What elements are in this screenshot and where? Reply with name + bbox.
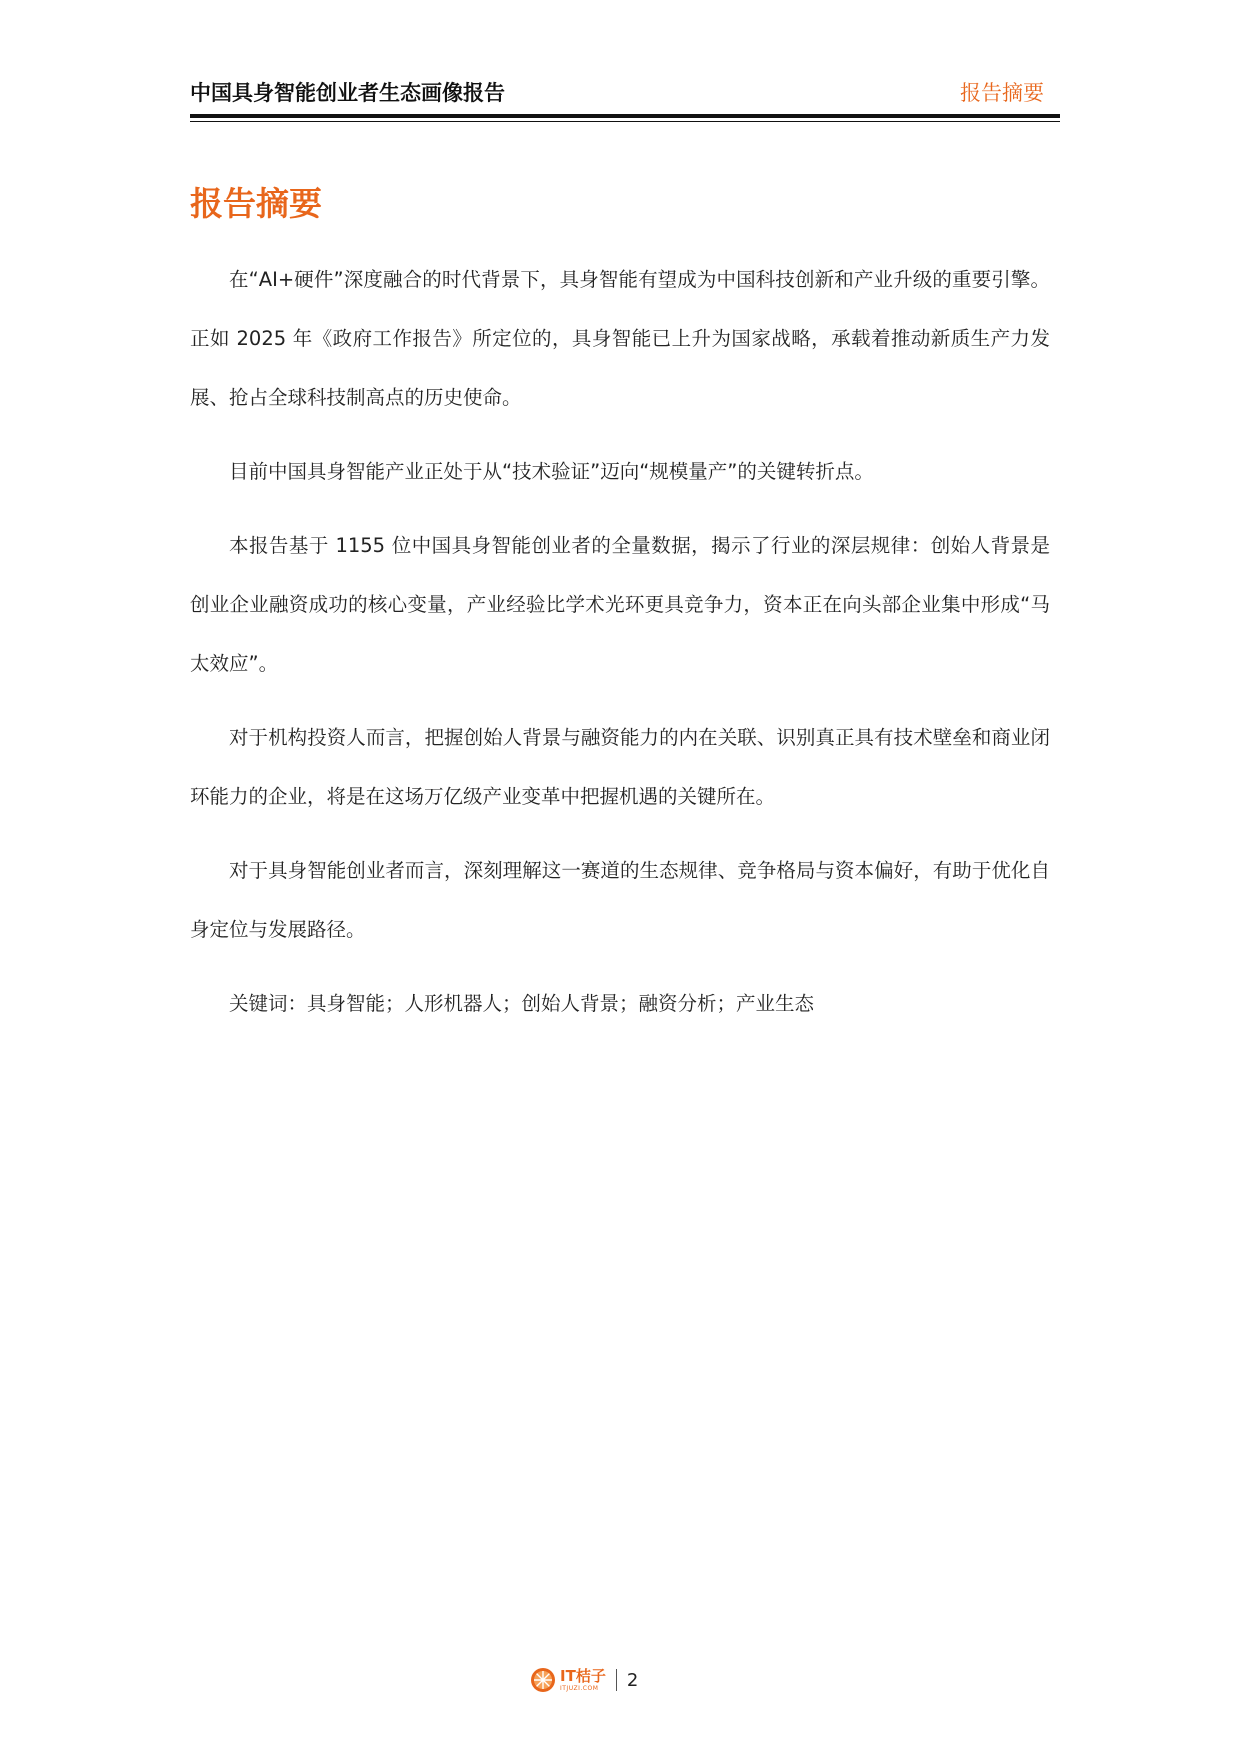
header-divider-thin [190,121,1060,122]
abstract-paragraph-4: 对于机构投资人而言，把握创始人背景与融资能力的内在关联、识别真正具有技术壁垒和商业闭环能力的企业，将是在这场万亿级产业变革中把握机遇的关键所在。 [190,726,1050,808]
orange-slice-icon [530,1667,556,1693]
page-header [190,78,1050,108]
footer-divider [616,1669,617,1691]
abstract-paragraph-1: 在“AI+硬件”深度融合的时代背景下，具身智能有望成为中国科技创新和产业升级的重要引擎。正如 2025 年《政府工作报告》所定位的，具身智能已上升为国家战略，承载着推动新质生产力发展、抢占全球科技制高点的历史使命。 [190,268,1050,409]
header-divider-thick [190,114,1060,118]
section-label: 报告摘要 [960,81,1044,105]
abstract-paragraph-5: 对于具身智能创业者而言，深刻理解这一赛道的生态规律、竞争格局与资本偏好，有助于优化自身定位与发展路径。 [190,859,1050,941]
page-footer [0,1660,1240,1700]
logo-wordmark [560,1666,606,1692]
logo-subtext: ITJUZI.COM [560,1684,599,1692]
footer-logo-group [530,1660,638,1700]
abstract-body [190,250,1050,1033]
page-heading: 报告摘要 [190,184,322,224]
abstract-paragraph-3: 本报告基于 1155 位中国具身智能创业者的全量数据，揭示了行业的深层规律：创始人背景是创业企业融资成功的核心变量，产业经验比学术光环更具竞争力，资本正在向头部企业集中形成“马太效应”。 [190,534,1050,675]
logo-text: IT桔子 [560,1666,606,1685]
document-title: 中国具身智能创业者生态画像报告 [190,81,505,105]
abstract-paragraph-2: 目前中国具身智能产业正处于从“技术验证”迈向“规模量产”的关键转折点。 [229,460,874,483]
keywords-line: 关键词：具身智能；人形机器人；创始人背景；融资分析；产业生态 [229,992,815,1015]
page-number: 2 [626,1669,639,1691]
